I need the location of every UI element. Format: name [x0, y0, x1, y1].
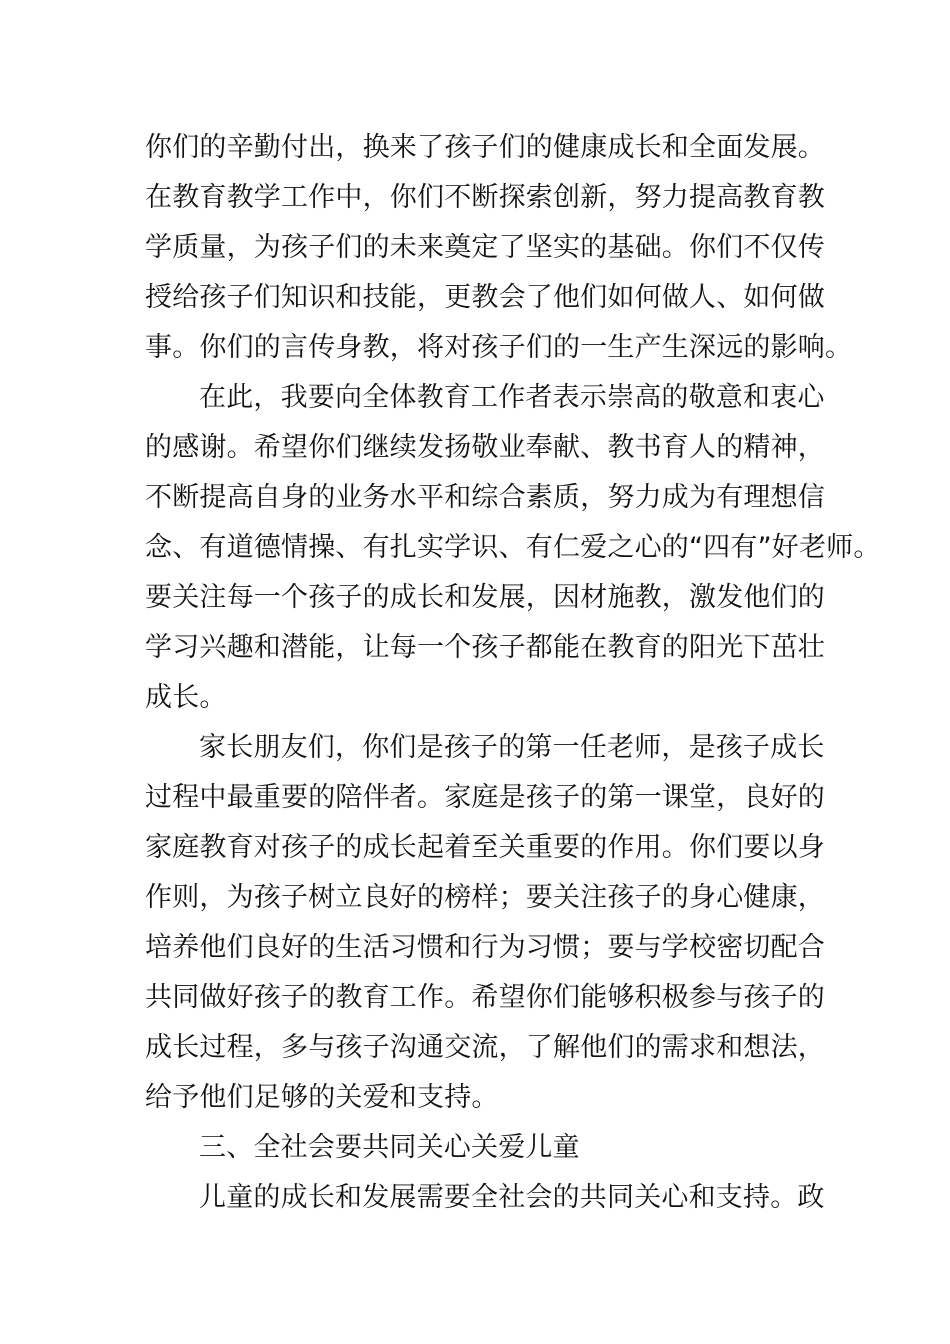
- text-line: 成长过程，多与孩子沟通交流，了解他们的需求和想法，: [145, 1032, 825, 1063]
- text-line: 在此，我要向全体教育工作者表示崇高的敬意和衷心: [199, 382, 825, 413]
- text-line: 你们的辛勤付出，换来了孩子们的健康成长和全面发展。: [145, 132, 825, 163]
- text-line: 学质量，为孩子们的未来奠定了坚实的基础。你们不仅传: [145, 232, 825, 263]
- text-line: 的感谢。希望你们继续发扬敬业奉献、教书育人的精神，: [145, 432, 825, 463]
- text-line: 事。你们的言传身教，将对孩子们的一生产生深远的影响。: [145, 332, 853, 363]
- text-line: 在教育教学工作中，你们不断探索创新，努力提高教育教: [145, 182, 825, 213]
- text-line: 学习兴趣和潜能，让每一个孩子都能在教育的阳光下茁壮: [145, 632, 825, 663]
- text-line: 要关注每一个孩子的成长和发展，因材施教，激发他们的: [145, 582, 825, 613]
- text-line: 授给孩子们知识和技能，更教会了他们如何做人、如何做: [145, 282, 825, 313]
- paragraph-2: [145, 373, 881, 723]
- text-line: 过程中最重要的陪伴者。家庭是孩子的第一课堂，良好的: [145, 782, 825, 813]
- text-line: 家庭教育对孩子的成长起着至关重要的作用。你们要以身: [145, 832, 825, 863]
- text-line: 培养他们良好的生活习惯和行为习惯；要与学校密切配合: [145, 932, 825, 963]
- text-line: 三、全社会要共同关心关爱儿童: [199, 1132, 580, 1163]
- paragraph-3: [145, 723, 825, 1123]
- section-heading: [145, 1123, 825, 1173]
- text-line: 成长。: [145, 682, 227, 713]
- text-line: 念、有道德情操、有扎实学识、有仁爱之心的“四有”好老师。: [145, 532, 881, 563]
- text-line: 作则，为孩子树立良好的榜样；要关注孩子的身心健康，: [145, 882, 825, 913]
- text-line: 共同做好孩子的教育工作。希望你们能够积极参与孩子的: [145, 982, 825, 1013]
- text-line: 给予他们足够的关爱和支持。: [145, 1082, 499, 1113]
- paragraph-4: [145, 1173, 825, 1223]
- document-body: [145, 123, 881, 1223]
- text-line: 家长朋友们，你们是孩子的第一任老师，是孩子成长: [199, 732, 825, 763]
- text-line: 儿童的成长和发展需要全社会的共同关心和支持。政: [199, 1182, 825, 1213]
- text-line: 不断提高自身的业务水平和综合素质，努力成为有理想信: [145, 482, 825, 513]
- paragraph-1: [145, 123, 853, 373]
